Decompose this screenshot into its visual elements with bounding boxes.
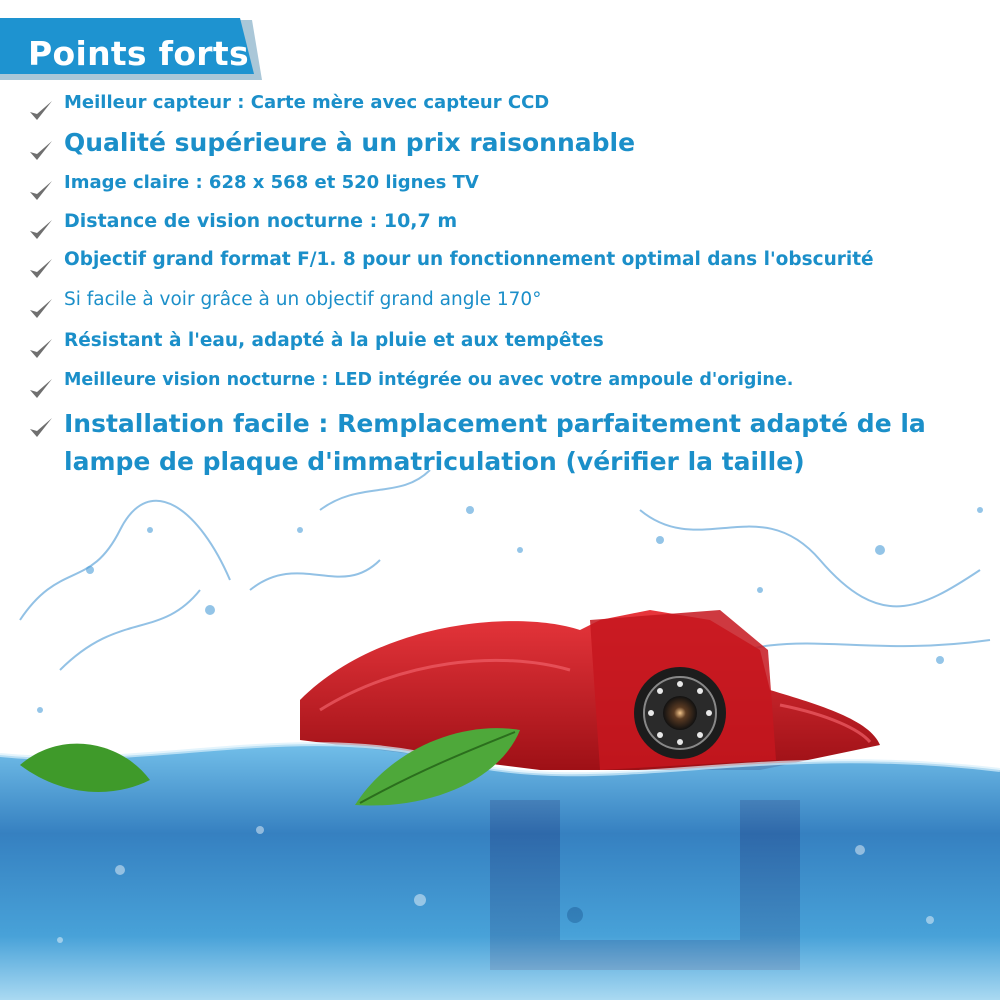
feature-text: Qualité supérieure à un prix raisonnable [64,128,636,157]
water-surface [0,744,1000,1000]
feature-text: Distance de vision nocturne : 10,7 m [64,210,458,232]
checkmark-icon [28,138,54,164]
feature-text: Meilleure vision nocturne : LED intégrée ou avec votre ampoule d'origine. [64,370,794,390]
product-image [0,470,1000,1000]
feature-text: Image claire : 628 x 568 et 520 lignes TV [64,172,479,193]
feature-list [0,0,1000,480]
checkmark-icon [28,256,54,282]
camera-lens [663,696,697,730]
header-title: Points forts [28,34,249,73]
checkmark-icon [28,296,54,322]
checkmark-icon [28,415,54,441]
checkmark-icon [28,178,54,204]
feature-text: Si facile à voir grâce à un objectif grand angle 170° [64,289,542,310]
checkmark-icon [28,336,54,362]
checkmark-icon [28,217,54,243]
feature-text: Objectif grand format F/1. 8 pour un fonctionnement optimal dans l'obscurité [64,249,874,270]
feature-text: Meilleur capteur : Carte mère avec capteur CCD [64,92,550,113]
feature-text: Résistant à l'eau, adapté à la pluie et aux tempêtes [64,330,604,351]
checkmark-icon [28,98,54,124]
checkmark-icon [28,376,54,402]
feature-text: Installation facile : Remplacement parfaitement adapté de la lampe de plaque d'immatriculation (vérifier la taille) [64,409,926,476]
